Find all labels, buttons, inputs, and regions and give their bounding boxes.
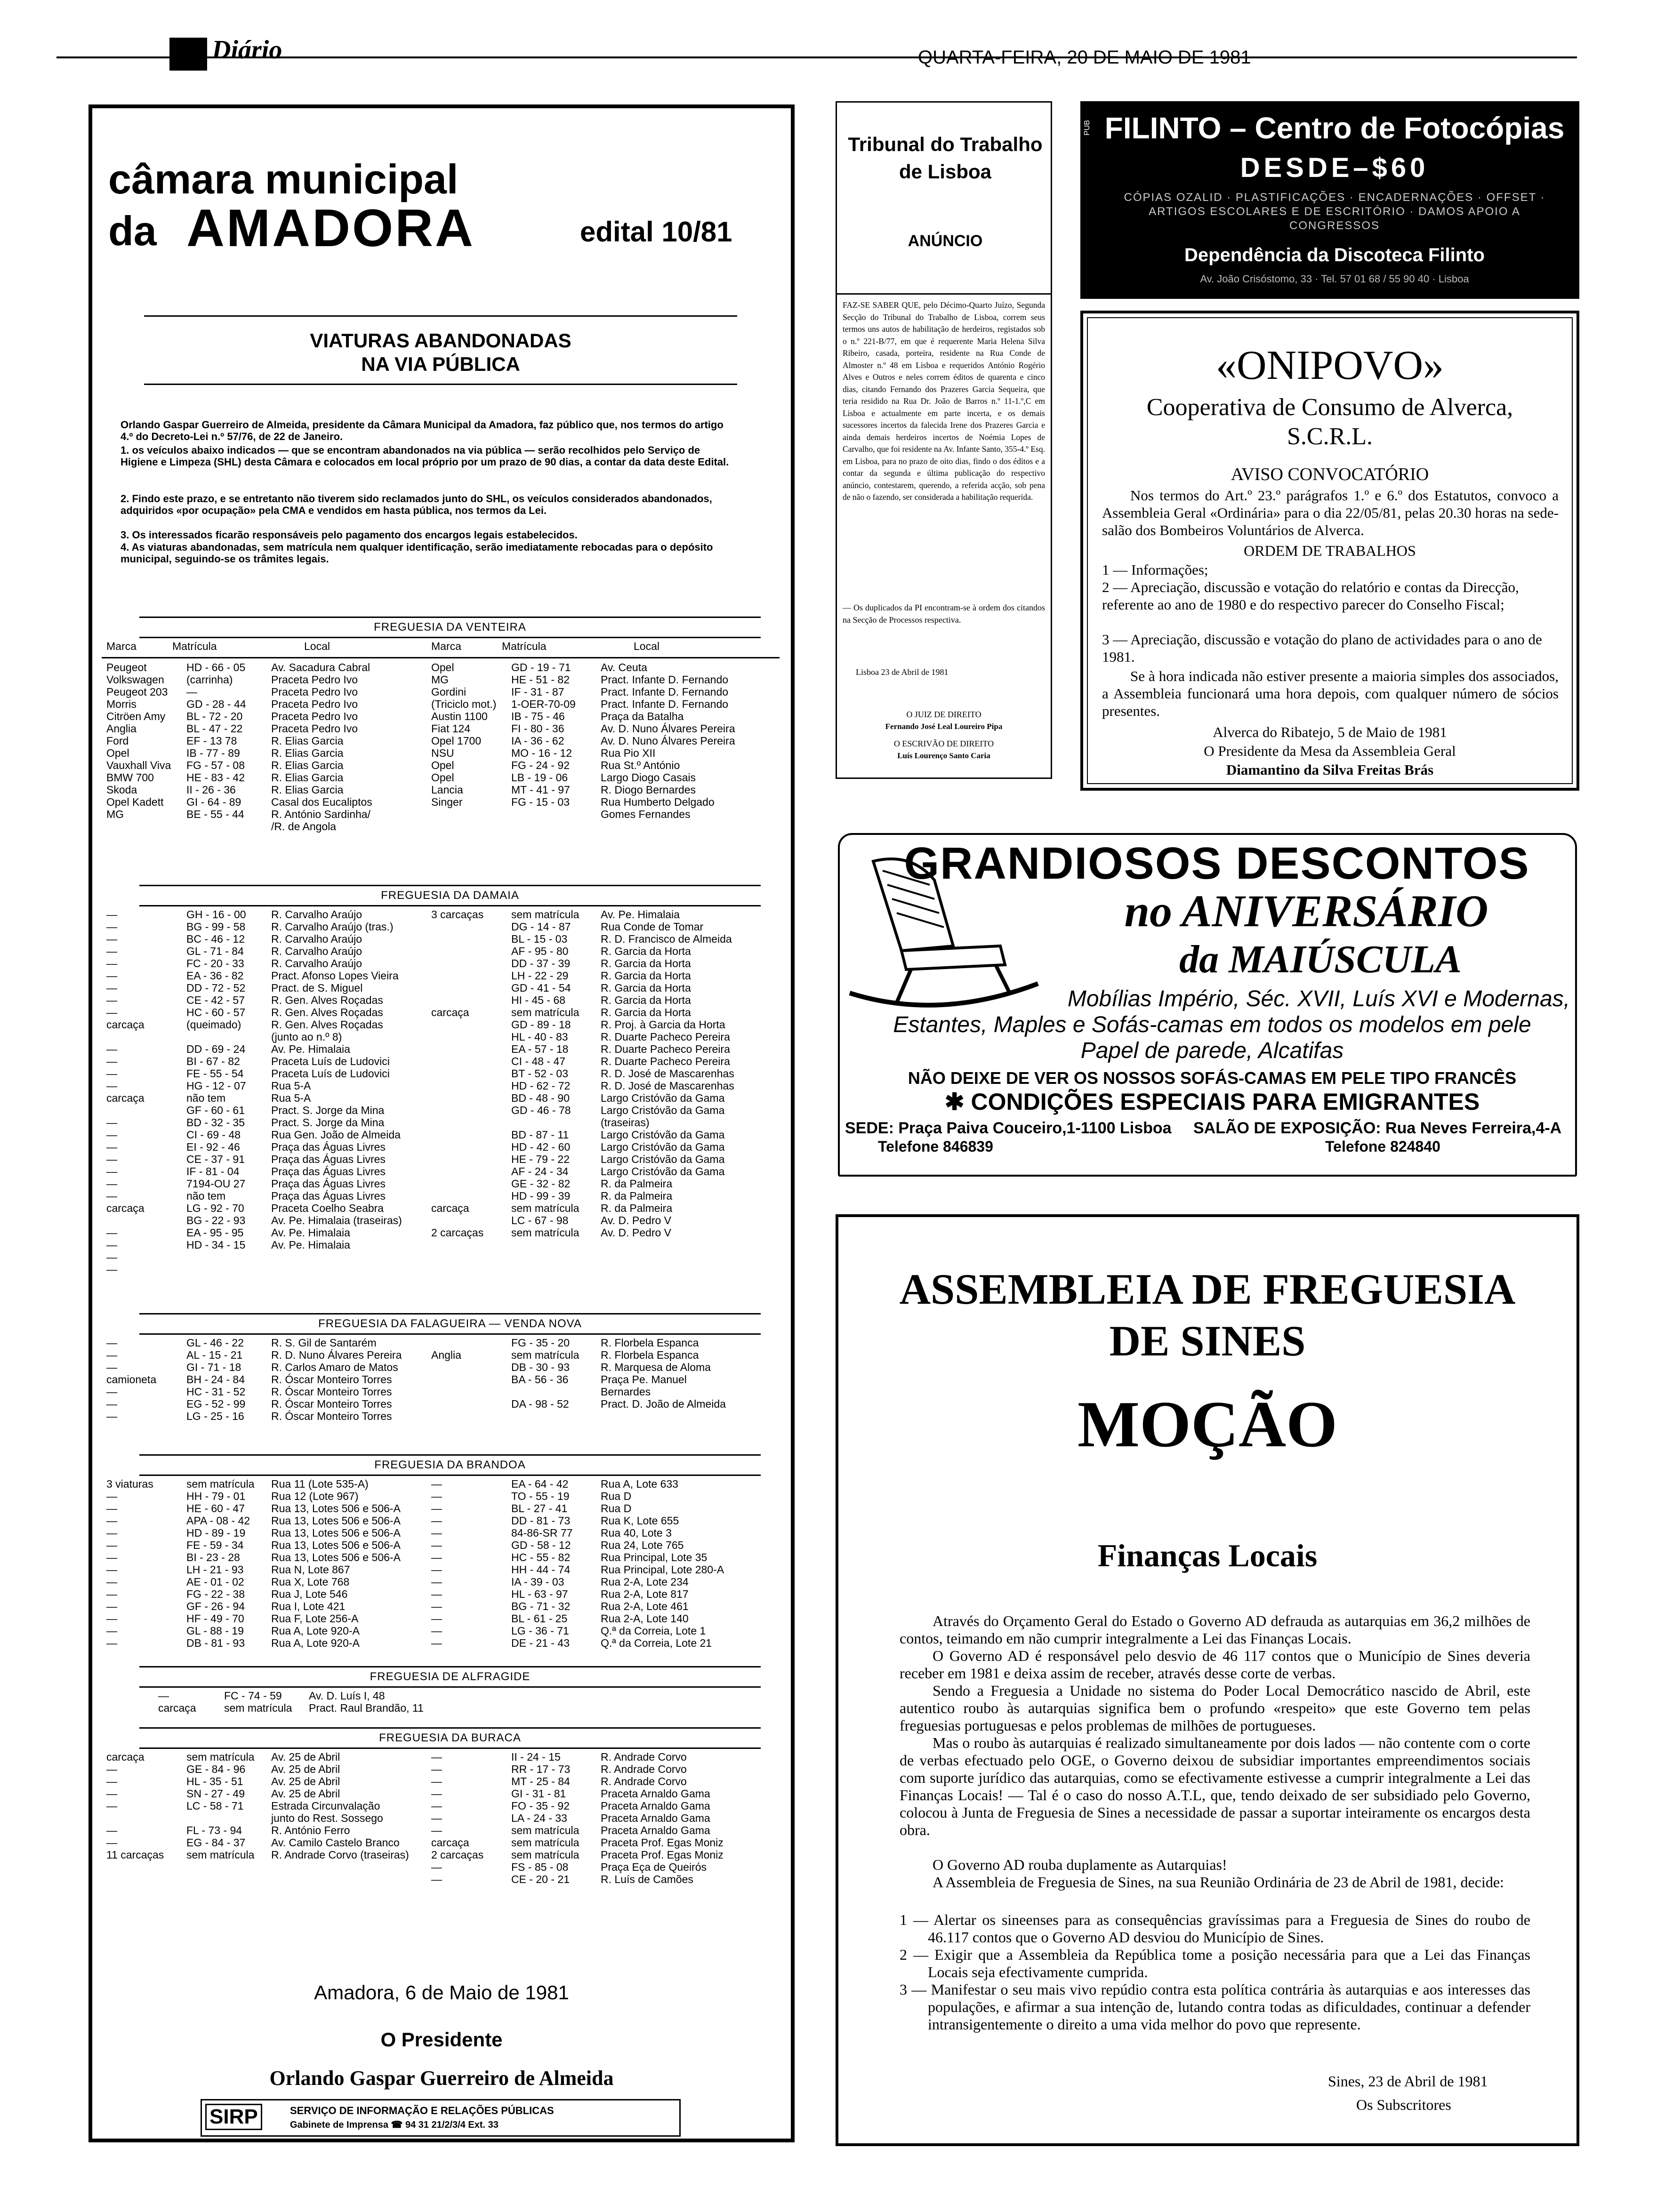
sines-para-6: A Assembleia de Freguesia de Sines, na sua Reunião Ordinária de 23 de Abril de 1981, decide:	[933, 1874, 1504, 1891]
falagueira-left-marca: — — — camioneta — — —	[106, 1337, 157, 1422]
page-header	[0, 28, 1657, 80]
sines-para-4: Mas o roubo às autarquias é realizado simultaneamente por dois lados — não contente com o corte de verbas efectuado pelo OGE, o Governo deixou de subsidiar importantes empreendimentos sociais com suporte jurídico das autarquias, como se efectivamente estivesse a cumprir integralmente a Lei das Finanças Locais! — Tal é o caso do nosso A.T.L, que, tendo deixado de ser subsidiado pelo Governo, colocou à Junta de Freguesia de Sines a necessidade de passar a suportar inteiramente os encargos desta obra.	[900, 1734, 1530, 1838]
damaia-left-local: R. Carvalho Araújo R. Carvalho Araújo (tras.) R. Carvalho Araújo R. Carvalho Araújo R. Carvalho Araújo Pract. Afonso Lopes Vieira Pract. de S. Miguel R. Gen. Alves Roçadas R. Gen. Alves Roçadas R. Gen. Alves Roçadas (junto ao n.º 8) Av. Pe. Himalaia Praceta Luís de Ludovici Praceta Luís de Ludovici Rua 5-A Rua 5-A Pract. S. Jorge da Mina Pract. S. Jorge da Mina Rua Gen. João de Almeida Praça das Águas Livres Praça das Águas Livres Praça das Águas Livres Praça das Águas Livres Praça das Águas Livres Praceta Coelho Seabra Av. Pe. Himalaia (traseiras) Av. Pe. Himalaia Av. Pe. Himalaia	[271, 908, 402, 1251]
tribunal-clerk-name: Luís Lourenço Santo Caria	[897, 751, 990, 760]
section-title-buraca: FREGUESIA DA BURACA	[139, 1727, 761, 1749]
section-title-venteira: FREGUESIA DA VENTEIRA	[139, 617, 761, 638]
buraca-right-marca: — — — — — — — carcaça 2 carcaças — —	[431, 1751, 484, 1885]
amadora-item-1: 1. os veículos abaixo indicados — que se encontram abandonados na via pública — serão recolhidos pelo Serviço de Higiene e Limpeza (SHL) desta Câmara e colocados em local próprio por um prazo de 90 dias, a contar da data deste Edital.	[121, 444, 729, 468]
sines-para-5: O Governo AD rouba duplamente as Autarquias!	[933, 1856, 1227, 1873]
sines-para-1: Através do Orçamento Geral do Estado o Governo AD defrauda as autarquias em 36,2 milhões de contos, teimando em não cumprir integralmente a Lei das Finanças Locais.	[900, 1612, 1530, 1647]
sines-title-2: DE SINES	[1109, 1317, 1306, 1365]
amadora-org-line1: câmara municipal	[108, 156, 458, 202]
alfragide-left-local: Av. D. Luís I, 48 Pract. Raul Brandão, 11	[309, 1690, 424, 1714]
maiuscula-sede-tel: Telefone 846839	[878, 1138, 993, 1155]
onipovo-subtitle-2: S.C.R.L.	[1287, 423, 1373, 450]
sines-item-1: 1 — Alertar os sineenses para as consequências gravíssimas para a Freguesia de Sines do roubo de 46.117 contos que o Governo AD desviou do Município de Sines.	[900, 1911, 1530, 1946]
buraca-left-local: Av. 25 de Abril Av. 25 de Abril Av. 25 de Abril Av. 25 de Abril Estrada Circunvalação junto do Rest. Sossego R. António Ferro Av. Camilo Castelo Branco R. Andrade Corvo (traseiras)	[271, 1751, 409, 1861]
sirp-line1: SERVIÇO DE INFORMAÇÃO E RELAÇÕES PÚBLICAS	[290, 2105, 554, 2116]
onipovo-ordem: ORDEM DE TRABALHOS	[1244, 542, 1416, 559]
section-title-falagueira: FREGUESIA DA FALAGUEIRA — VENDA NOVA	[139, 1313, 761, 1335]
tribunal-title: Tribunal do Trabalho de Lisboa	[848, 133, 1043, 183]
maiuscula-line1: GRANDIOSOS DESCONTOS	[904, 838, 1530, 889]
onipovo-date: Alverca do Ribatejo, 5 de Maio de 1981	[1213, 724, 1447, 740]
falagueira-right-matricula: FG - 35 - 20 sem matrícula DB - 30 - 93 BA - 56 - 36 DA - 98 - 52	[511, 1337, 579, 1410]
amadora-notice	[88, 104, 795, 2142]
amadora-item-2: 2. Findo este prazo, e se entretanto não tiverem sido reclamados junto do SHL, os veículos considerados abandonados, adquiridos «por ocupação» pela CMA e vendidos em hasta pública, nos termos da Lei.	[121, 493, 712, 516]
amadora-heading1: VIATURAS ABANDONADAS	[310, 329, 571, 352]
maiuscula-line6: Papel de parede, Alcatifas	[1080, 1038, 1344, 1063]
filinto-title: FILINTO – Centro de Fotocópias	[1104, 111, 1565, 145]
maiuscula-line4: Mobílias Império, Séc. XVII, Luís XVI e Modernas,	[1067, 986, 1570, 1011]
col-header-local: Local	[304, 640, 330, 652]
amadora-edital: edital 10/81	[580, 216, 732, 248]
filinto-services: CÓPIAS OZALID · PLASTIFICAÇÕES · ENCADERNAÇÕES · OFFSET · ARTIGOS ESCOLARES E DE ESCRITÓRIO · DAMOS APOIO A CONGRESSOS	[1124, 191, 1545, 232]
tribunal-judge-name: Fernando José Leal Loureiro Pipa	[885, 722, 1003, 731]
sines-motion	[836, 1214, 1579, 2146]
tribunal-notice	[836, 101, 1052, 779]
venteira-right-marca: Opel MG Gordini (Triciclo mot.) Austin 1100 Fiat 124 Opel 1700 NSU Opel Opel Lancia Singer	[431, 661, 497, 808]
sines-item-2: 2 — Exigir que a Assembleia da República tome a posição necessária para que a Lei das Finanças Locais seja efectivamente cumprida.	[900, 1946, 1530, 1980]
amadora-president-title: O Presidente	[380, 2028, 503, 2051]
col-header-rule	[102, 657, 780, 658]
sines-para-2: O Governo AD é responsável pelo desvio de 46 117 contos que o Município de Sines deveria receber em 1981 e deixa assim de receber, através desse corte de verbas.	[900, 1647, 1530, 1682]
brandoa-left-marca: 3 viaturas — — — — — — — — — — — — —	[106, 1478, 153, 1649]
falagueira-left-local: R. S. Gil de Santarém R. D. Nuno Álvares Pereira R. Carlos Amaro de Matos R. Óscar Monteiro Torres R. Óscar Monteiro Torres R. Óscar Monteiro Torres R. Óscar Monteiro Torres	[271, 1337, 402, 1422]
sirp-line2: Gabinete de Imprensa ☎ 94 31 21/2/3/4 Ext. 33	[290, 2120, 499, 2130]
sines-para-3: Sendo a Freguesia a Unidade no sistema do Poder Local Democrático nascido de Abril, este autentico roubo às autarquias significa bem o profundo «respeito» que este Governo tem pelas freguesias portuguesas e pelos problemas de milhões de portugueses.	[900, 1682, 1530, 1734]
amadora-rule-2	[144, 384, 737, 385]
buraca-right-matricula: II - 24 - 15 RR - 17 - 73 MT - 25 - 84 GI - 31 - 81 FO - 35 - 92 LA - 24 - 33 sem matrícula sem matrícula sem matrícula FS - 85 - 08 CE - 20 - 21	[511, 1751, 579, 1885]
alfragide-left-matricula: FC - 74 - 59 sem matrícula	[224, 1690, 292, 1714]
onipovo-item-1: 1 — Informações;	[1102, 561, 1208, 578]
damaia-right-matricula: sem matrícula DG - 14 - 87 BL - 15 - 03 AF - 95 - 80 DD - 37 - 39 LH - 22 - 29 GD - 41 - 54 HI - 45 - 68 sem matrícula GD - 89 - 18 HL - 40 - 83 EA - 57 - 18 CI - 48 - 47 BT - 52 - 03 HD - 62 - 72 BD - 48 - 90 GD - 46 - 78 BD - 87 - 11 HD - 42 - 60 HE - 79 - 22 AF - 24 - 34 GE - 32 - 82 HD - 99 - 39 sem matrícula LC - 67 - 98 sem matrícula	[511, 908, 579, 1239]
falagueira-right-marca: Anglia	[431, 1349, 461, 1361]
header-date: QUARTA-FEIRA, 20 DE MAIO DE 1981	[918, 47, 1251, 68]
venteira-left-matricula: HD - 66 - 05 (carrinha) — GD - 28 - 44 BL - 72 - 20 BL - 47 - 22 EF - 13 78 IB - 77 - 89 FG - 57 - 08 HE - 83 - 42 II - 26 - 36 GI - 64 - 89 BE - 55 - 44	[186, 661, 246, 820]
maiuscula-line3: da MAIÚSCULA	[1179, 938, 1462, 981]
filinto-sub: Dependência da Discoteca Filinto	[1184, 245, 1485, 265]
maiuscula-line8: ✱ CONDIÇÕES ESPECIAIS PARA EMIGRANTES	[944, 1089, 1480, 1115]
maiuscula-sede: SEDE: Praça Paiva Couceiro,1-1100 Lisboa	[845, 1119, 1172, 1137]
sines-sign: Os Subscritores	[1356, 2096, 1451, 2113]
venteira-left-marca: Peugeot Volkswagen Peugeot 203 Morris Citröen Amy Anglia Ford Opel Vauxhall Viva BMW 700 Skoda Opel Kadett MG	[106, 661, 171, 820]
amadora-item-4: 4. As viaturas abandonadas, sem matrícula nem qualquer identificação, serão imediatamente rebocadas para o depósito municipal, seguindo-se os trâmites legais.	[121, 541, 713, 565]
amadora-org-name: AMADORA	[186, 199, 475, 257]
sines-date: Sines, 23 de Abril de 1981	[1328, 2073, 1488, 2090]
amadora-rule-1	[144, 315, 737, 317]
onipovo-item-3: 3 — Apreciação, discussão e votação do plano de actividades para o ano de 1981.	[1102, 631, 1542, 665]
onipovo-subtitle-1: Cooperativa de Consumo de Alverca,	[1146, 394, 1513, 421]
header-rule	[56, 56, 1577, 58]
venteira-left-local: Av. Sacadura Cabral Praceta Pedro Ivo Praceta Pedro Ivo Praceta Pedro Ivo Praceta Pedro Ivo Praceta Pedro Ivo R. Elias Garcia R. Elias Garcia R. Elias Garcia R. Elias Garcia R. Elias Garcia Casal dos Eucaliptos R. António Sardinha/ /R. de Angola	[271, 661, 372, 833]
col-header-matricula: Matrícula	[172, 640, 217, 652]
onipovo-sign-title: O Presidente da Mesa da Assembleia Geral	[1204, 743, 1456, 759]
alfragide-left-marca: — carcaça	[158, 1690, 196, 1714]
maiuscula-line2: no ANIVERSÁRIO	[1124, 886, 1488, 936]
brandoa-left-matricula: sem matrícula HH - 79 - 01 HE - 60 - 47 APA - 08 - 42 HD - 89 - 19 FE - 59 - 34 BI - 23 - 28 LH - 21 - 93 AE - 01 - 02 FG - 22 - 38 GF - 26 - 94 HF - 49 - 70 GL - 88 - 19 DB - 81 - 93	[186, 1478, 255, 1649]
damaia-right-marca: 3 carcaças carcaça carcaça 2 carcaças	[431, 908, 484, 1239]
brandoa-right-matricula: EA - 64 - 42 TO - 55 - 19 BL - 27 - 41 DD - 81 - 73 84-86-SR 77 GD - 58 - 12 HC - 55 - 82 HH - 44 - 74 IA - 39 - 03 HL - 63 - 97 BG - 71 - 32 BL - 61 - 25 LG - 36 - 71 DE - 21 - 43	[511, 1478, 573, 1649]
damaia-left-marca: — — — — — — — — — carcaça — — — — carcaça — — — — — — — carcaça — — — —	[106, 908, 145, 1275]
amadora-date: Amadora, 6 de Maio de 1981	[314, 1981, 569, 2004]
damaia-left-matricula: GH - 16 - 00 BG - 99 - 58 BC - 46 - 12 GL - 71 - 84 FC - 20 - 33 EA - 36 - 82 DD - 72 - 52 CE - 42 - 57 HC - 60 - 57 (queimado) DD - 69 - 24 BI - 67 - 82 FE - 55 - 54 HG - 12 - 07 não tem GF - 60 - 61 BD - 32 - 35 CI - 69 - 48 EI - 92 - 46 CE - 37 - 91 IF - 81 - 04 7194-OU 27 não tem LG - 92 - 70 BG - 22 - 93 EA - 95 - 95 HD - 34 - 15	[186, 908, 246, 1251]
venteira-right-matricula: GD - 19 - 71 HE - 51 - 82 IF - 31 - 87 1-OER-70-09 IB - 75 - 46 FI - 80 - 36 IA - 36 - 62 MO - 16 - 12 FG - 24 - 92 LB - 19 - 06 MT - 41 - 97 FG - 15 - 03	[511, 661, 576, 808]
tribunal-note: — Os duplicados da PI encontram-se à ordem dos citandos na Secção de Processos respectiva.	[843, 603, 1045, 625]
filinto-address: Av. João Crisóstomo, 33 · Tel. 57 01 68 / 55 90 40 · Lisboa	[1200, 273, 1469, 285]
tribunal-rule	[837, 293, 1051, 295]
maiuscula-line7: NÃO DEIXE DE VER OS NOSSOS SOFÁS-CAMAS EM PELE TIPO FRANCÊS	[908, 1068, 1517, 1088]
falagueira-right-local: R. Florbela Espanca R. Florbela Espanca R. Marquesa de Aloma Praça Pe. Manuel Bernardes Pract. D. João de Almeida	[601, 1337, 726, 1410]
amadora-item-3: 3. Os interessados ficarão responsáveis pelo pagamento dos encargos legais estabelecidos.	[121, 529, 578, 541]
tribunal-date: Lisboa 23 de Abril de 1981	[856, 667, 949, 677]
col-header-matricula-right: Matrícula	[502, 640, 547, 652]
sines-subtitle: Finanças Locais	[1097, 1538, 1318, 1573]
sines-mocao: MOÇÃO	[1077, 1388, 1338, 1461]
damaia-right-local: Av. Pe. Himalaia Rua Conde de Tomar R. D. Francisco de Almeida R. Garcia da Horta R. Garcia da Horta R. Garcia da Horta R. Garcia da Horta R. Garcia da Horta R. Garcia da Horta R. Proj. à Garcia da Horta R. Duarte Pacheco Pereira R. Duarte Pacheco Pereira R. Duarte Pacheco Pereira R. D. José de Mascarenhas R. D. José de Mascarenhas Largo Cristóvão da Gama Largo Cristóvão da Gama (traseiras) Largo Cristóvão da Gama Largo Cristóvão da Gama Largo Cristóvão da Gama Largo Cristóvão da Gama R. da Palmeira R. da Palmeira R. da Palmeira Av. D. Pedro V Av. D. Pedro V	[601, 908, 734, 1239]
onipovo-title: «ONIPOVO»	[1216, 343, 1444, 388]
filinto-ad	[1080, 101, 1579, 299]
onipovo-item-2: 2 — Apreciação, discussão e votação do relatório e contas da Direcção, referente ao ano de 1980 e do respectivo parecer do Conselho Fiscal;	[1102, 579, 1519, 613]
brandoa-right-marca: — — — — — — — — — — — — — —	[431, 1478, 442, 1649]
venteira-right-local: Av. Ceuta Pract. Infante D. Fernando Pract. Infante D. Fernando Pract. Infante D. Fernando Praça da Batalha Av. D. Nuno Álvares Pereira Av. D. Nuno Álvares Pereira Rua Pio XII Rua St.º António Largo Diogo Casais R. Diogo Bernardes Rua Humberto Delgado Gomes Fernandes	[601, 661, 735, 820]
onipovo-body: Nos termos do Art.º 23.º parágrafos 1.º e 6.º dos Estatutos, convoco a Assembleia Geral «Ordinária» para o dia 22/05/81, pelas 20.30 horas na sede-salão dos Bombeiros Voluntários de Alverca.	[1102, 487, 1559, 538]
tribunal-judge-title: O JUIZ DE DIREITO	[906, 710, 981, 719]
amadora-intro: Orlando Gaspar Guerreiro de Almeida, presidente da Câmara Municipal da Amadora, faz público que, nos termos do artigo 4.º do Decreto-Lei n.º 57/76, de 22 de Janeiro.	[121, 419, 724, 442]
maiuscula-salao-tel: Telefone 824840	[1325, 1138, 1440, 1155]
onipovo-notice	[1080, 311, 1579, 791]
section-title-damaia: FREGUESIA DA DAMAIA	[139, 885, 761, 906]
sirp-logo: SIRP	[205, 2104, 262, 2130]
filinto-pub-label: PUB	[1083, 120, 1091, 136]
header-logo: Diário	[212, 35, 282, 64]
maiuscula-line5: Estantes, Maples e Sofás-camas em todos os modelos em pele	[893, 1012, 1531, 1037]
amadora-org-prefix: da	[108, 208, 157, 254]
section-title-brandoa: FREGUESIA DA BRANDOA	[139, 1454, 761, 1476]
brandoa-right-local: Rua A, Lote 633 Rua D Rua D Rua K, Lote 655 Rua 40, Lote 3 Rua 24, Lote 765 Rua Principal, Lote 35 Rua Principal, Lote 280-A Rua 2-A, Lote 234 Rua 2-A, Lote 817 Rua 2-A, Lote 461 Rua 2-A, Lote 140 Q.ª da Correia, Lote 1 Q.ª da Correia, Lote 21	[601, 1478, 724, 1649]
header-logo-block	[169, 38, 207, 71]
col-header-marca: Marca	[106, 640, 137, 652]
amadora-president-name: Orlando Gaspar Guerreiro de Almeida	[269, 2067, 614, 2090]
amadora-heading2: NA VIA PÚBLICA	[361, 353, 520, 375]
tribunal-subtitle: ANÚNCIO	[908, 232, 983, 250]
onipovo-note: Se à hora indicada não estiver presente a maioria simples dos associados, a Assembleia funcionará uma hora depois, com qualquer número de sócios presentes.	[1102, 668, 1559, 719]
maiuscula-ad	[836, 824, 1579, 1181]
buraca-left-marca: carcaça — — — — — — 11 carcaças	[106, 1751, 164, 1861]
maiuscula-salao: SALÃO DE EXPOSIÇÃO: Rua Neves Ferreira,4-A	[1193, 1119, 1562, 1137]
sines-item-3: 3 — Manifestar o seu mais vivo repúdio contra esta política contrária às autarquias e aos interesses das populações, e afirmar a sua intenção de, lutando contra todas as dificuldades, continuar a defender intransigentemente o direito a uma vida melhor do povo que represente.	[900, 1981, 1530, 2033]
sines-title-1: ASSEMBLEIA DE FREGUESIA	[899, 1265, 1516, 1313]
buraca-right-local: R. Andrade Corvo R. Andrade Corvo R. Andrade Corvo Praceta Arnaldo Gama Praceta Arnaldo Gama Praceta Arnaldo Gama Praceta Arnaldo Gama Praceta Prof. Egas Moniz Praceta Prof. Egas Moniz Praça Eça de Queirós R. Luís de Camões	[601, 1751, 724, 1885]
section-title-alfragide: FREGUESIA DE ALFRAGIDE	[139, 1666, 761, 1688]
filinto-price: DESDE–$60	[1240, 152, 1429, 183]
col-header-local-right: Local	[634, 640, 660, 652]
brandoa-left-local: Rua 11 (Lote 535-A) Rua 12 (Lote 967) Rua 13, Lotes 506 e 506-A Rua 13, Lotes 506 e 506-A Rua 13, Lotes 506 e 506-A Rua 13, Lotes 506 e 506-A Rua 13, Lotes 506 e 506-A Rua N, Lote 867 Rua X, Lote 768 Rua J, Lote 546 Rua I, Lote 421 Rua F, Lote 256-A Rua A, Lote 920-A Rua A, Lote 920-A	[271, 1478, 401, 1649]
falagueira-left-matricula: GL - 46 - 22 AL - 15 - 21 GI - 71 - 18 BH - 24 - 84 HC - 31 - 52 EG - 52 - 99 LG - 25 - 16	[186, 1337, 246, 1422]
onipovo-sign-name: Diamantino da Silva Freitas Brás	[1226, 761, 1434, 778]
onipovo-aviso: AVISO CONVOCATÓRIO	[1231, 465, 1429, 484]
tribunal-body: FAZ-SE SABER QUE, pelo Décimo-Quarto Juízo, Segunda Secção do Tribunal do Trabalho de Lisboa, correm seus termos uns autos de habilitação de herdeiros, registados sob o n.º 221-B/77, em que é requerente Maria Helena Silva Ribeiro, casada, porteira, residente na Rua Conde de Almoster n.º 48 em Lisboa e requeridos António Rogério Alves e Outros e neles correm éditos de quarenta e cinco dias, citando Fernando dos Prazeres Garcia Sequeira, que teria residido na Rua Dr. João de Barros n.º 11-1.º,C em Lisboa e actualmente em parte incerta, e os demais sucessores incertos da falecida Irene dos Prazeres Garcia e ainda demais herdeiros incertos de Noémia Lopes de Carvalho, que foi residente na Av. Infante Santo, 355-4.º Esq. em Lisboa, para no prazo de oito dias, findo o dos éditos e a contar da segunda e última publicação do respectivo anúncio, contestarem, querendo, a referida acção, sob pena de não o fazendo, ser considerada a habilitação requerida.	[843, 300, 1045, 502]
tribunal-clerk-title: O ESCRIVÃO DE DIREITO	[893, 739, 994, 748]
col-header-marca-right: Marca	[431, 640, 461, 652]
buraca-left-matricula: sem matrícula GE - 84 - 96 HL - 35 - 51 SN - 27 - 49 LC - 58 - 71 FL - 73 - 94 EG - 84 - 37 sem matrícula	[186, 1751, 255, 1861]
